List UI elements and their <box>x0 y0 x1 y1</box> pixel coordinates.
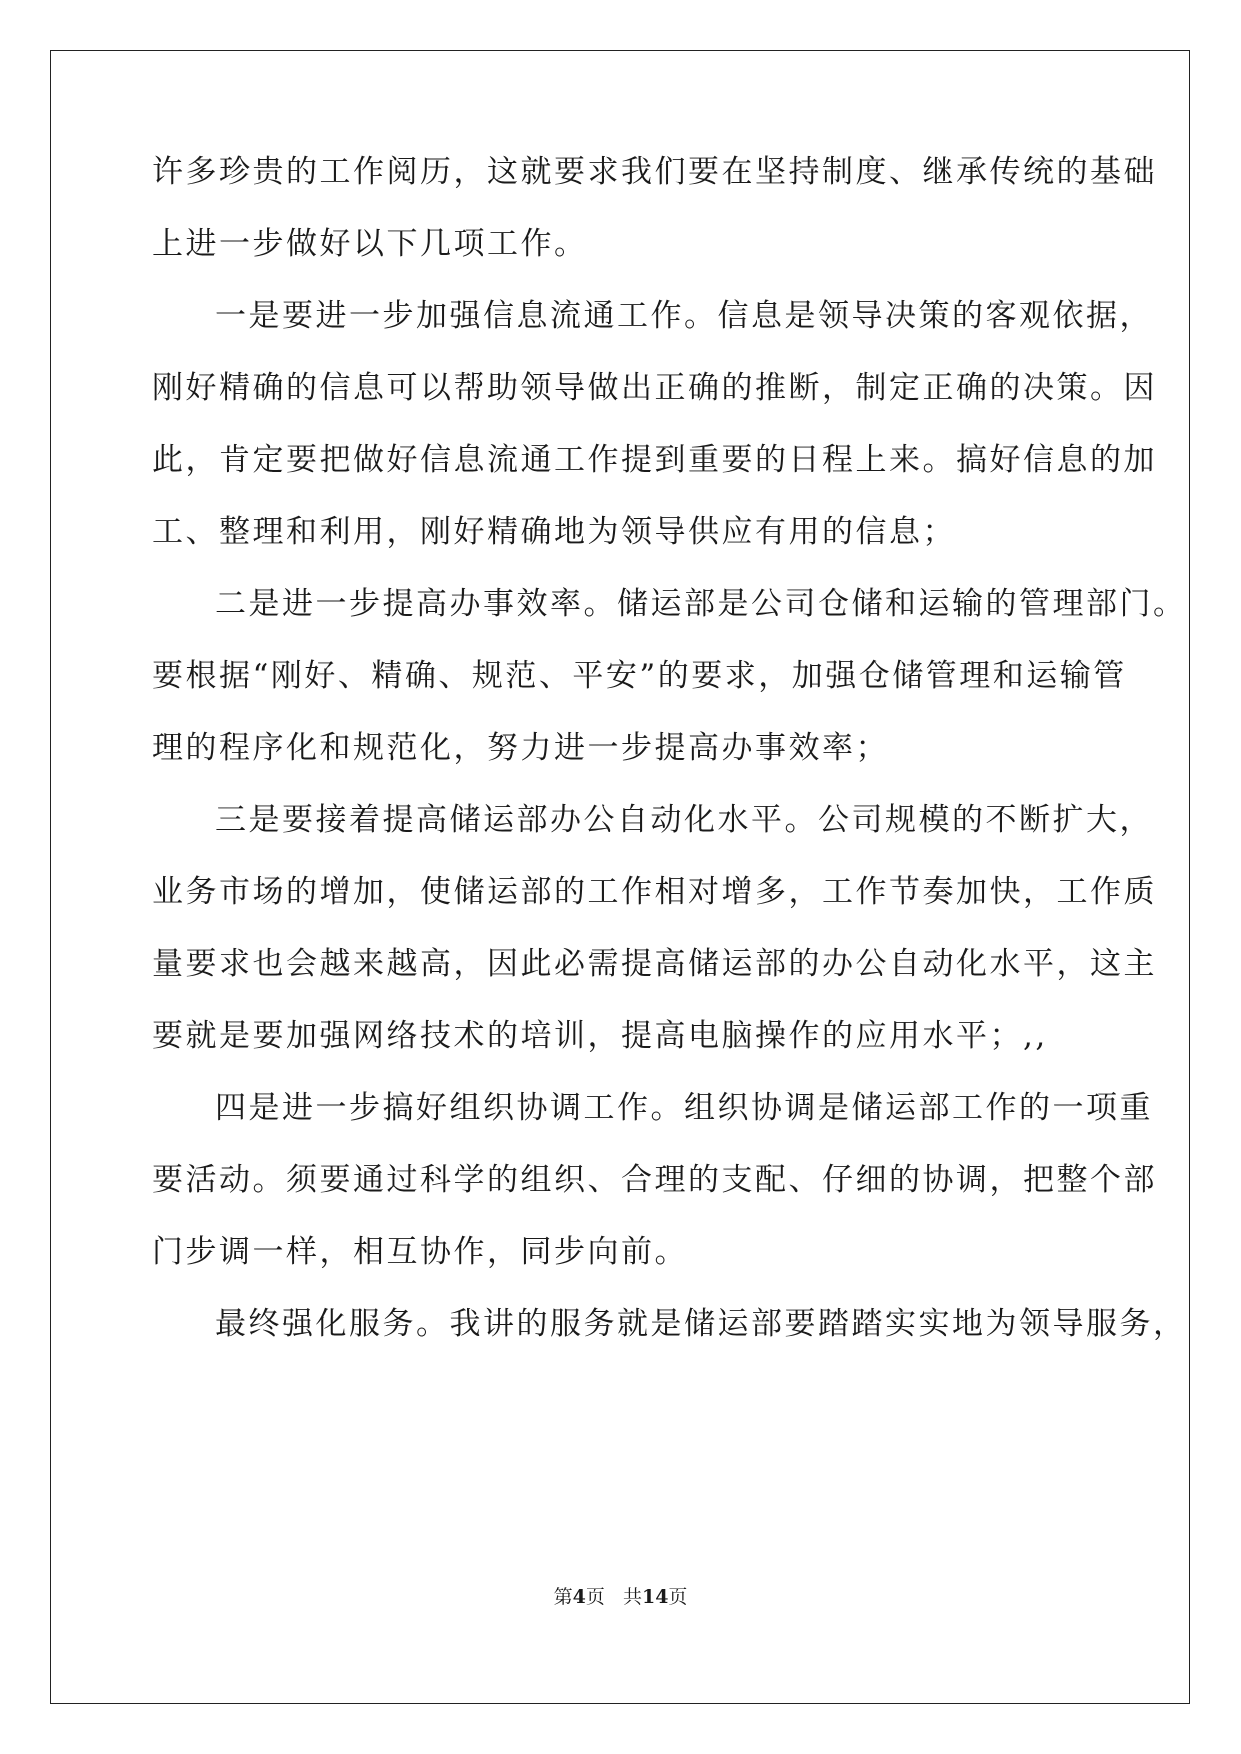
paragraph-start-line: 最终强化服务。我讲的服务就是储运部要踏踏实实地为领导服务， <box>215 1306 1187 1342</box>
text-line: 门步调一样，相互协作，同步向前。 <box>152 1234 688 1270</box>
text-line: 工、整理和利用，刚好精确地为领导供应有用的信息； <box>152 514 956 550</box>
text-line: 要活动。须要通过科学的组织、合理的支配、仔细的协调，把整个部 <box>152 1162 1157 1198</box>
footer-page-word: 页 <box>585 1586 605 1608</box>
text-line: 要就是要加强网络技术的培训，提高电脑操作的应用水平；,, <box>152 1018 1048 1054</box>
footer-prefix: 第 <box>553 1586 573 1608</box>
text-line: 刚好精确的信息可以帮助领导做出正确的推断，制定正确的决策。因 <box>152 370 1157 406</box>
text-line: 此，肯定要把做好信息流通工作提到重要的日程上来。搞好信息的加 <box>152 442 1157 478</box>
paragraph-start-line: 三是要接着提高储运部办公自动化水平。公司规模的不断扩大， <box>215 802 1153 838</box>
text-line: 量要求也会越来越高，因此必需提高储运部的办公自动化水平，这主 <box>152 946 1157 982</box>
footer-total-prefix: 共 <box>622 1586 642 1608</box>
text-line: 业务市场的增加，使储运部的工作相对增多，工作节奏加快，工作质 <box>152 874 1157 910</box>
text-line: 许多珍贵的工作阅历，这就要求我们要在坚持制度、继承传统的基础 <box>152 154 1157 190</box>
total-page-number: 14 <box>641 1586 669 1608</box>
current-page-number: 4 <box>572 1586 586 1608</box>
text-line: 上进一步做好以下几项工作。 <box>152 226 588 262</box>
paragraph-start-line: 二是进一步提高办事效率。储运部是公司仓储和运输的管理部门。 <box>215 586 1187 622</box>
footer-total-suffix: 页 <box>668 1586 688 1608</box>
paragraph-start-line: 一是要进一步加强信息流通工作。信息是领导决策的客观依据， <box>215 298 1153 334</box>
text-line: 理的程序化和规范化，努力进一步提高办事效率； <box>152 730 889 766</box>
text-line: 要根据“刚好、精确、规范、平安”的要求，加强仓储管理和运输管 <box>152 658 1127 694</box>
page-footer <box>0 1585 1241 1609</box>
paragraph-start-line: 四是进一步搞好组织协调工作。组织协调是储运部工作的一项重 <box>215 1090 1153 1126</box>
